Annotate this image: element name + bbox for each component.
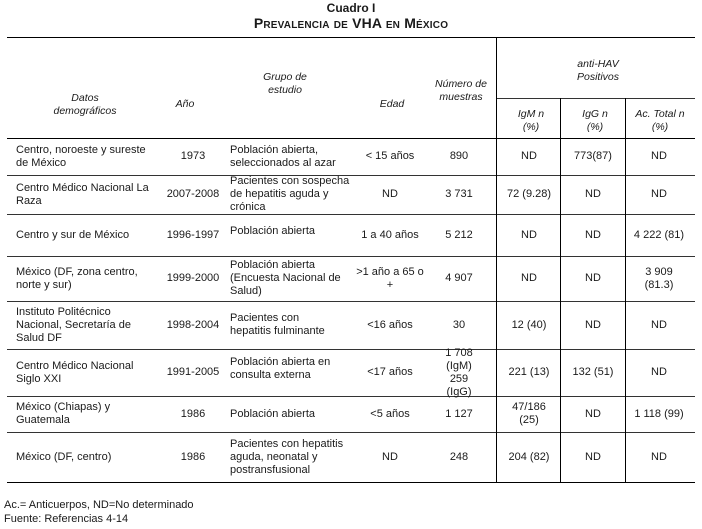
cell-igg: 132 (51) <box>572 366 614 378</box>
cell-anio: 1986 <box>180 407 206 420</box>
cell-igg: ND <box>585 228 601 241</box>
cell-total: 4 222 (81) <box>633 228 685 241</box>
header-igm: IgM n (%) <box>517 108 545 133</box>
cell-numero: 30 <box>452 318 466 331</box>
header-anio: Año <box>175 98 195 110</box>
cell-datos: Centro, noroeste y sureste de México <box>16 143 146 169</box>
cell-numero: 4 907 <box>445 272 473 284</box>
column-separator <box>496 37 497 482</box>
cell-numero: 1 708 (IgM) 259 (IgG) <box>445 346 473 398</box>
header-igg: IgG n (%) <box>582 108 608 133</box>
cell-igm: ND <box>521 150 537 162</box>
cell-numero: 248 <box>449 450 469 463</box>
cell-igm: 204 (82) <box>508 450 550 463</box>
cell-grupo: Población abierta (Encuesta Nacional de Salud) <box>230 259 341 297</box>
table-number: Cuadro I <box>326 1 376 15</box>
cell-igm: 12 (40) <box>511 318 547 331</box>
cell-anio: 2007-2008 <box>166 188 220 200</box>
cell-edad: >1 año a 65 o + <box>356 265 424 291</box>
cell-igg: ND <box>585 318 601 331</box>
bottom-rule <box>7 482 695 483</box>
cell-igg: 773(87) <box>574 150 612 162</box>
footnote-source: Fuente: Referencias 4-14 <box>4 513 129 525</box>
cell-grupo: Pacientes con hepatitis aguda, neonatal y postransfusional <box>230 437 344 476</box>
cell-anio: 1998-2004 <box>166 318 220 331</box>
column-separator <box>625 98 626 482</box>
cell-igg: ND <box>585 450 601 463</box>
cell-total: ND <box>651 150 667 162</box>
cell-total: 3 909 (81.3) <box>644 265 674 291</box>
cell-grupo: Población abierta, seleccionados al azar <box>230 143 336 169</box>
cell-total: ND <box>651 450 667 463</box>
footnote-abbreviations: Ac.= Anticuerpos, ND=No determinado <box>4 499 194 511</box>
header-datos: Datos demográficos <box>53 92 117 117</box>
cell-anio: 1991-2005 <box>166 366 220 378</box>
cell-datos: México (Chiapas) y Guatemala <box>16 401 111 426</box>
cell-edad: <16 años <box>367 318 413 331</box>
header-antihav: anti-HAV Positivos <box>576 58 619 83</box>
cell-anio: 1986 <box>180 450 206 463</box>
cell-total: 1 118 (99) <box>634 407 684 420</box>
top-rule <box>7 37 695 38</box>
cell-total: ND <box>651 188 667 200</box>
cell-igm: ND <box>521 272 537 284</box>
cell-anio: 1996-1997 <box>166 228 220 241</box>
cell-igm: ND <box>521 228 537 241</box>
cell-igm: 72 (9.28) <box>506 188 552 200</box>
cell-igg: ND <box>585 407 601 420</box>
cell-igm: 221 (13) <box>508 366 550 378</box>
cell-grupo: Población abierta <box>230 224 316 237</box>
cell-grupo: Pacientes con sospecha de hepatitis aguda y crónica <box>230 175 350 213</box>
cell-total: ND <box>651 366 667 378</box>
cell-edad: ND <box>382 188 398 200</box>
cell-edad: <17 años <box>367 366 413 378</box>
cell-grupo: Población abierta en consulta externa <box>230 356 331 381</box>
cell-grupo: Pacientes con hepatitis fulminante <box>230 312 325 337</box>
cell-datos: Centro Médico Nacional Siglo XXI <box>16 359 134 385</box>
cell-datos: México (DF, zona centro, norte y sur) <box>16 265 138 291</box>
table-title: Prevalencia de VHA en México <box>253 15 449 31</box>
cell-igg: ND <box>585 188 601 200</box>
cell-edad: 1 a 40 años <box>361 228 419 241</box>
cell-edad: < 15 años <box>365 150 415 162</box>
header-actotal: Ac. Total n (%) <box>635 108 685 133</box>
cell-igg: ND <box>585 272 601 284</box>
cell-numero: 5 212 <box>445 228 473 241</box>
cell-total: ND <box>651 318 667 331</box>
cell-datos: Instituto Politécnico Nacional, Secretaría de Salud DF <box>16 305 131 344</box>
header-grupo: Grupo de estudio <box>263 71 307 96</box>
header-edad: Edad <box>379 98 405 110</box>
subheader-rule <box>496 98 695 99</box>
cell-grupo: Población abierta <box>230 407 316 420</box>
header-numero: Número de muestras <box>435 78 487 103</box>
cell-datos: Centro Médico Nacional La Raza <box>16 181 149 207</box>
cell-edad: <5 años <box>370 407 410 420</box>
cell-anio: 1973 <box>180 150 206 162</box>
cell-igm: 47/186 (25) <box>512 401 546 426</box>
cell-numero: 1 127 <box>445 407 473 420</box>
column-separator <box>560 98 561 482</box>
cell-datos: Centro y sur de México <box>16 228 130 241</box>
cell-numero: 890 <box>449 150 469 162</box>
cell-anio: 1999-2000 <box>166 272 220 284</box>
cell-numero: 3 731 <box>445 188 473 200</box>
cell-datos: México (DF, centro) <box>16 450 112 463</box>
cell-edad: ND <box>382 450 398 463</box>
